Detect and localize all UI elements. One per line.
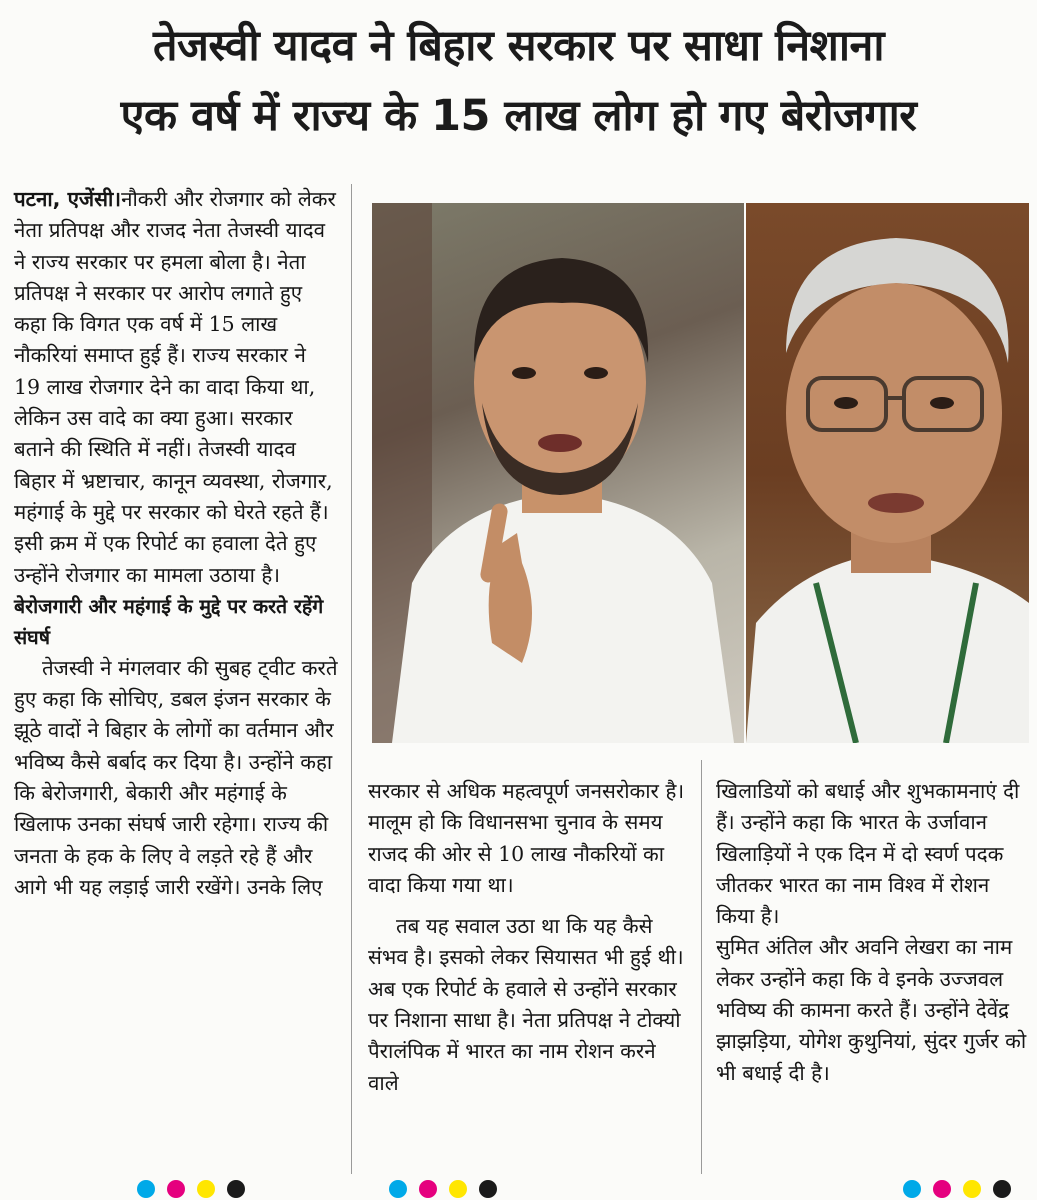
registration-marks-middle <box>389 1180 497 1198</box>
news-photo <box>372 203 1029 743</box>
registration-marks-right <box>903 1180 1011 1198</box>
yellow-dot <box>963 1180 981 1198</box>
article-column-right <box>716 776 1034 1089</box>
photo-nitish-kumar <box>746 203 1029 743</box>
article-column-middle <box>368 776 686 1099</box>
black-dot <box>993 1180 1011 1198</box>
black-dot <box>479 1180 497 1198</box>
person-speaking-illustration <box>372 203 744 743</box>
person-portrait-illustration <box>746 203 1029 743</box>
yellow-dot <box>197 1180 215 1198</box>
paragraph-6: सुमित अंतिल और अवनि लेखरा का नाम लेकर उन्होंने कहा कि वे इनके उज्जवल भविष्य की कामना करते हैं। उन्होंने देवेंद्र झाझड़िया, योगेश कुथुनियां, सुंदर गुर्जर को भी बधाई दी है। <box>716 935 1027 1085</box>
cyan-dot <box>903 1180 921 1198</box>
cyan-dot <box>389 1180 407 1198</box>
photo-tejashwi-yadav <box>372 203 744 743</box>
paragraph-1 <box>14 184 338 591</box>
magenta-dot <box>933 1180 951 1198</box>
headline-line-1: तेजस्वी यादव ने बिहार सरकार पर साधा निशाना <box>153 21 884 71</box>
article-column-left <box>14 184 338 903</box>
paragraph-5: खिलाडियों को बधाई और शुभकामनाएं दी हैं। उन्होंने कहा कि भारत के उर्जावान खिलाड़ियों ने एक दिन में दो स्वर्ण पदक जीतकर भारत का नाम विश्व में रोशन किया है। <box>716 779 1020 929</box>
black-dot <box>227 1180 245 1198</box>
paragraph-1-text: नौकरी और रोजगार को लेकर नेता प्रतिपक्ष और राजद नेता तेजस्वी यादव ने राज्य सरकार पर हमला बोला है। नेता प्रतिपक्ष ने सरकार पर आरोप लगाते हुए कहा कि विगत एक वर्ष में 15 लाख नौकरियां समाप्त हुई हैं। राज्य सरकार ने 19 लाख रोजगार देने का वादा किया था, लेकिन उस वादे का क्या हुआ। सरकार बताने की स्थिति में नहीं। तेजस्वी यादव बिहार में भ्रष्टाचार, कानून व्यवस्था, रोजगार, महंगाई के मुद्दे पर सरकार को घेरते रहते हैं। इसी क्रम में एक रिपोर्ट का हवाला देते हुए उन्होंने रोजगार का मामला उठाया है। <box>14 187 336 587</box>
paragraph-4: तब यह सवाल उठा था कि यह कैसे संभव है। इसको लेकर सियासत भी हुई थी। अब एक रिपोर्ट के हवाले से उन्होंने सरकार पर निशाना साधा है। नेता प्रतिपक्ष ने टोक्यो पैरालंपिक में भारत का नाम रोशन करने वाले <box>368 914 684 1095</box>
magenta-dot <box>419 1180 437 1198</box>
column-divider-middle <box>701 760 702 1174</box>
cyan-dot <box>137 1180 155 1198</box>
dateline: पटना, एजेंसी। <box>14 187 122 211</box>
paragraph-3: सरकार से अधिक महत्वपूर्ण जनसरोकार है। मालूम हो कि विधानसभा चुनाव के समय राजद की ओर से 10 लाख नौकरियों का वादा किया गया था। <box>368 779 685 897</box>
registration-marks-left <box>137 1180 245 1198</box>
magenta-dot <box>167 1180 185 1198</box>
column-divider-left <box>351 184 352 1174</box>
headline-line-2: एक वर्ष में राज्य के 15 लाख लोग हो गए बेरोजगार <box>120 91 917 141</box>
subheading: बेरोजगारी और महंगाई के मुद्दे पर करते रहेंगे संघर्ष <box>14 594 324 649</box>
paragraph-2: तेजस्वी ने मंगलवार की सुबह ट्वीट करते हुए कहा कि सोचिए, डबल इंजन सरकार के झूठे वादों ने बिहार के लोगों का वर्तमान और भविष्य कैसे बर्बाद कर दिया है। उन्होंने कहा कि बेरोजगारी, बेकारी और महंगाई के खिलाफ उनका संघर्ष जारी रहेगा। राज्य की जनता के हक के लिए वे लड़ते रहे हैं और आगे भी यह लड़ाई जारी रखेंगे। उनके लिए <box>14 655 338 899</box>
yellow-dot <box>449 1180 467 1198</box>
